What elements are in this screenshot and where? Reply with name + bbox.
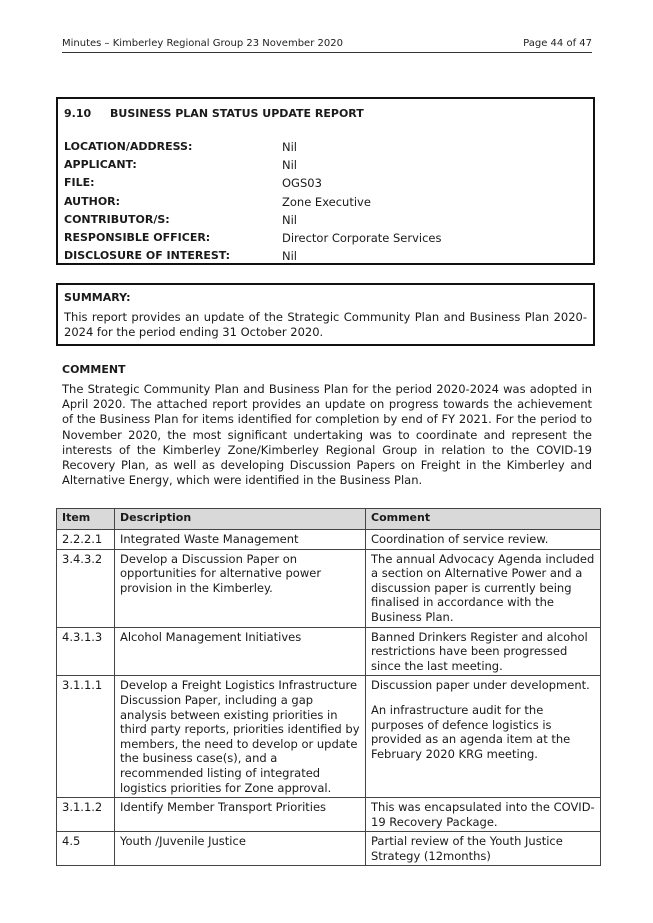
field-disclosure — [64, 247, 587, 265]
header-page-number: Page 44 of 47 — [523, 38, 592, 49]
cell-comment: This was encapsulated into the COVID-19 Recovery Package. — [366, 798, 601, 832]
cell-description: Integrated Waste Management — [115, 530, 366, 550]
cell-comment: Partial review of the Youth Justice Strategy (12months) — [366, 832, 601, 866]
cell-comment-paragraph: An infrastructure audit for the purposes of defence logistics is provided as an agenda item at the February 2020 KRG meeting. — [371, 702, 571, 761]
table-row — [57, 627, 601, 676]
field-responsible-officer — [64, 229, 587, 247]
field-label: RESPONSIBLE OFFICER: — [64, 230, 211, 244]
field-label: LOCATION/ADDRESS: — [64, 140, 193, 153]
report-fields — [64, 138, 587, 265]
report-title — [64, 107, 587, 120]
table-row — [57, 798, 601, 832]
paragraph-gap — [371, 693, 595, 703]
field-contributors — [64, 211, 587, 229]
header-document-title: Minutes – Kimberley Regional Group 23 November 2020 — [62, 38, 343, 49]
business-plan-table — [56, 508, 601, 866]
field-label: AUTHOR: — [64, 194, 121, 208]
comment-heading: COMMENT — [62, 363, 126, 376]
cell-comment: Banned Drinkers Register and alcohol restrictions have been progressed since the last meeting. — [366, 627, 601, 676]
cell-item: 3.4.3.2 — [57, 549, 115, 627]
cell-item: 3.1.1.1 — [57, 676, 115, 798]
table-row — [57, 832, 601, 866]
page-header — [62, 38, 592, 53]
table-row — [57, 549, 601, 627]
cell-description: Identify Member Transport Priorities — [115, 798, 366, 832]
field-label: APPLICANT: — [64, 158, 137, 172]
cell-comment — [366, 676, 601, 798]
cell-comment: The annual Advocacy Agenda included a section on Alternative Power and a discussion paper is currently being finalised in accordance with the Business Plan. — [366, 549, 601, 627]
field-value: OGS03 — [282, 176, 322, 191]
field-applicant — [64, 156, 587, 174]
field-file — [64, 174, 587, 192]
table-row — [57, 530, 601, 550]
report-number: 9.10 — [64, 107, 92, 120]
cell-description: Develop a Discussion Paper on opportunities for alternative power provision in the Kimberley. — [115, 549, 366, 627]
field-value: Nil — [282, 212, 297, 227]
report-details-box — [56, 97, 595, 265]
column-header-description: Description — [115, 509, 366, 530]
table-row — [57, 676, 601, 798]
summary-heading: SUMMARY: — [64, 291, 131, 304]
field-value: Nil — [282, 140, 297, 154]
field-value: Director Corporate Services — [282, 230, 442, 245]
cell-description: Alcohol Management Initiatives — [115, 627, 366, 676]
report-title-text: BUSINESS PLAN STATUS UPDATE REPORT — [110, 107, 364, 120]
column-header-item: Item — [57, 509, 115, 530]
field-label: FILE: — [64, 176, 95, 190]
cell-item: 4.3.1.3 — [57, 627, 115, 676]
summary-box — [56, 283, 595, 346]
field-location — [64, 138, 587, 156]
cell-item: 3.1.1.2 — [57, 798, 115, 832]
cell-item: 4.5 — [57, 832, 115, 866]
cell-description: Youth /Juvenile Justice — [115, 832, 366, 866]
column-header-comment: Comment — [366, 509, 601, 530]
field-value: Nil — [282, 158, 297, 173]
comment-text: The Strategic Community Plan and Business Plan for the period 2020-2024 was adopted in April 2020. The attached report provides an update on progress towards the achievement of the Business Plan for items identified for completion by end of FY 2021. For the period to November 2020, the most significant undertaking was to coordinate and represent the interests of the Kimberley Zone/Kimberley Regional Group in relation to the COVID-19 Recovery Plan, as well as developing Discussion Papers on Freight in the Kimberley and Alternative Energy, which were identified in the Business Plan. — [62, 382, 592, 488]
field-author — [64, 193, 587, 211]
field-value: Nil — [282, 249, 297, 264]
field-label: CONTRIBUTOR/S: — [64, 212, 170, 226]
cell-item: 2.2.2.1 — [57, 530, 115, 550]
cell-comment-paragraph: Discussion paper under development. — [371, 678, 590, 693]
cell-description: Develop a Freight Logistics Infrastructure Discussion Paper, including a gap analysis between existing priorities in third party reports, priorities identified by members, the need to develop or update the business case(s), and a recommended listing of integrated logistics priorities for Zone approval. — [115, 676, 366, 798]
field-label: DISCLOSURE OF INTEREST: — [64, 249, 231, 263]
table-header-row — [57, 509, 601, 530]
field-value: Zone Executive — [282, 194, 371, 209]
summary-text: This report provides an update of the Strategic Community Plan and Business Plan 2020-2024 for the period ending 31 October 2020. — [64, 310, 587, 339]
cell-comment: Coordination of service review. — [366, 530, 601, 550]
